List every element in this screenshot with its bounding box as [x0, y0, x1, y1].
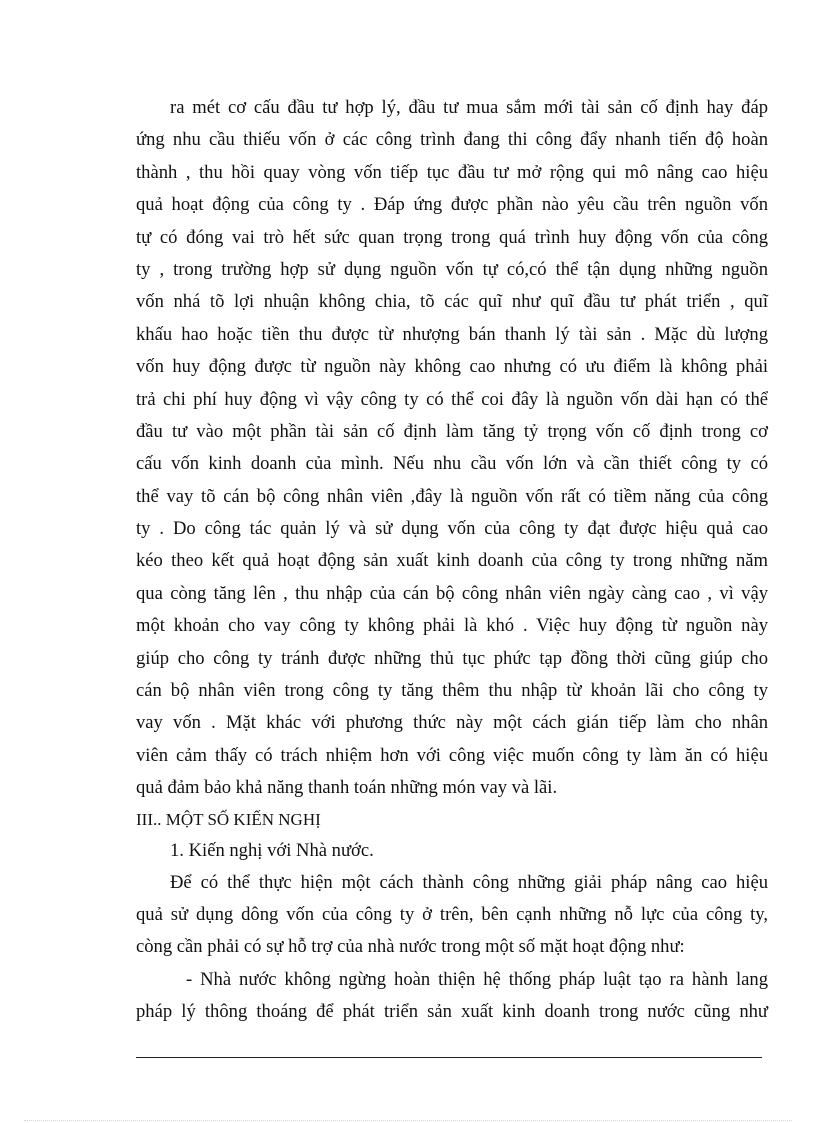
paragraph-1-line: ty , trong trường hợp sử dụng nguồn vốn tự có,có thể tận dụng những nguồn [136, 258, 768, 280]
paragraph-1-line: kéo theo kết quả hoạt động sản xuất kinh doanh của công ty trong những năm [136, 550, 768, 572]
paragraph-1-line: ứng nhu cầu thiếu vốn ở các công trình đang thi công đẩy nhanh tiến độ hoàn [136, 129, 768, 151]
body-text [136, 92, 768, 1029]
paragraph-1-line: ty . Do công tác quản lý và sử dụng vốn của công ty đạt được hiệu quả cao [136, 518, 768, 540]
paragraph-3-line: pháp lý thông thoáng để phát triển sản xuất kinh doanh trong nước cũng như [136, 1001, 768, 1023]
paragraph-1-line: cán bộ nhân viên trong công ty tăng thêm thu nhập từ khoản lãi cho công ty [136, 680, 768, 702]
section-heading: III.. MỘT SỐ KIẾN NGHỊ [136, 809, 321, 829]
paragraph-3-line: - Nhà nước không ngừng hoàn thiện hệ thống pháp luật tạo ra hành lang [186, 968, 768, 990]
paragraph-1-line: giúp cho công ty tránh được những thủ tục phức tạp đồng thời cũng giúp cho [136, 647, 768, 669]
paragraph-1-line: thể vay tõ cán bộ công nhân viên ,đây là nguồn vốn rất có tiềm năng của công [136, 485, 768, 507]
paragraph-1-line: vốn huy động được từ nguồn này không cao nhưng có ưu điểm là không phải [136, 356, 768, 378]
paragraph-1-line: một khoản cho vay công ty không phải là khó . Việc huy động từ nguồn này [136, 615, 768, 637]
paragraph-1-line: tự có đóng vai trò hết sức quan trọng trong quá trình huy động vốn của công [136, 226, 768, 248]
subsection-heading: 1. Kiến nghị với Nhà nước. [170, 839, 374, 861]
paragraph-1-line: khấu hao hoặc tiền thu được từ nhượng bán thanh lý tài sản . Mặc dù lượng [136, 323, 768, 345]
paragraph-1-line: vay vốn . Mặt khác với phương thức này một cách gián tiếp làm cho nhân [136, 712, 768, 734]
paragraph-1-line: ra mét cơ cấu đầu tư hợp lý, đầu tư mua sắm mới tài sản cố định hay đáp [170, 97, 768, 118]
paragraph-1-line: vốn nhá tõ lợi nhuận không chia, tõ các quĩ như quĩ đầu tư phát triển , quĩ [136, 291, 768, 313]
paragraph-1-line: quả hoạt động của công ty . Đáp ứng được phần nào yêu cầu trên nguồn vốn [136, 194, 768, 216]
page-edge-divider [24, 1120, 792, 1121]
paragraph-1-line: qua còng tăng lên , thu nhập của cán bộ công nhân viên ngày càng cao , vì vậy [136, 582, 768, 604]
paragraph-2-line: quả sử dụng dông vốn của công ty ở trên, bên cạnh những nỗ lực của công ty, [136, 903, 768, 925]
paragraph-1-line: viên cảm thấy có trách nhiệm hơn với công việc muốn công ty làm ăn có hiệu [136, 744, 768, 766]
paragraph-1-line: trả chi phí huy động vì vậy công ty có thể coi đây là nguồn vốn dài hạn có thể [136, 388, 768, 410]
paragraph-1-line: cấu vốn kinh doanh của mình. Nếu nhu cầu vốn lớn và cần thiết công ty có [136, 453, 768, 475]
footer-rule [136, 1057, 762, 1058]
paragraph-2-line: còng cần phải có sự hỗ trợ của nhà nước trong một số mặt hoạt động như: [136, 936, 685, 958]
paragraph-1-line: thành , thu hồi quay vòng vốn tiếp tục đầu tư mở rộng qui mô nâng cao hiệu [136, 161, 768, 183]
paragraph-2-line: Để có thể thực hiện một cách thành công những giải pháp nâng cao hiệu [170, 871, 768, 893]
paragraph-1-line: đầu tư vào một phần tài sản cố định làm tăng tỷ trọng vốn cố định trong cơ [136, 420, 768, 442]
paragraph-1-line: quả đảm bảo khả năng thanh toán những món vay và lãi. [136, 777, 558, 799]
